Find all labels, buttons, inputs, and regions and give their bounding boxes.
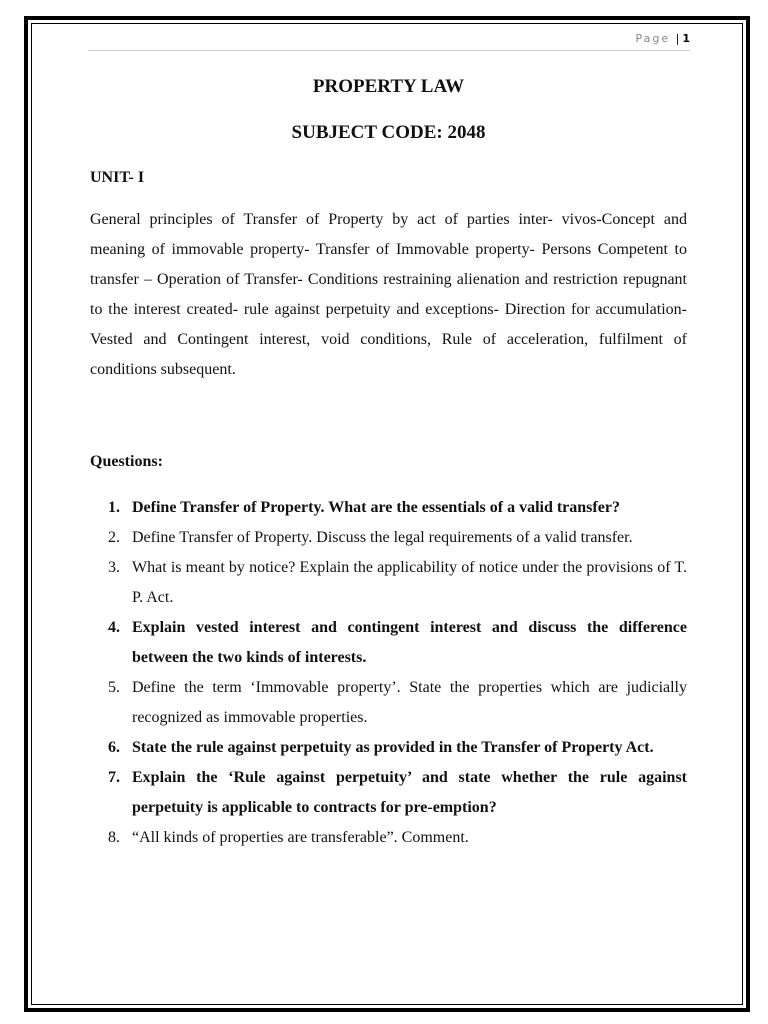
question-item (90, 613, 687, 673)
subject-code: SUBJECT CODE: 2048 (291, 122, 486, 143)
question-number: 4. (108, 619, 120, 636)
question-text: What is meant by notice? Explain the applicability of notice under the provisions of T. P. Act. (132, 559, 687, 606)
question-item (90, 553, 687, 613)
question-number: 6. (108, 739, 120, 756)
question-text: Explain vested interest and contingent interest and discuss the difference between the two kinds of interests. (132, 619, 687, 666)
question-number: 3. (108, 559, 120, 576)
document-body (90, 70, 687, 853)
document-title: PROPERTY LAW (312, 76, 465, 97)
questions-list (90, 493, 687, 853)
page-separator: | (675, 32, 680, 45)
question-number: 7. (108, 769, 120, 786)
page-header (88, 32, 690, 51)
question-item (90, 733, 687, 763)
unit-description: General principles of Transfer of Property by act of parties inter- vivos-Concept and meaning of immovable property- Transfer of Immovable property- Persons Competent to transfer – Operation of Transfer- Conditions restraining alienation and restriction repugnant to the interest created- rule against perpetuity and exceptions- Direction for accumulation- Vested and Contingent interest, void conditions, Rule of acceleration, fulfilment of conditions subsequent. (90, 211, 687, 378)
question-text: Define Transfer of Property. Discuss the legal requirements of a valid transfer. (132, 529, 633, 546)
question-item (90, 493, 687, 523)
question-text: Explain the ‘Rule against perpetuity’ and state whether the rule against perpetuity is applicable to contracts for pre-emption? (132, 769, 687, 816)
question-number: 1. (108, 499, 120, 516)
question-item (90, 523, 687, 553)
question-item (90, 823, 687, 853)
question-item (90, 763, 687, 823)
question-number: 2. (108, 529, 120, 546)
question-text: Define the term ‘Immovable property’. State the properties which are judicially recognized as immovable properties. (132, 679, 687, 726)
question-number: 8. (108, 829, 120, 846)
question-item (90, 673, 687, 733)
page-number: 1 (682, 32, 690, 45)
unit-heading: UNIT- I (90, 169, 145, 186)
question-text: Define Transfer of Property. What are the essentials of a valid transfer? (132, 499, 620, 516)
questions-heading: Questions: (90, 453, 163, 470)
question-number: 5. (108, 679, 120, 696)
page-label: Page (635, 32, 671, 45)
question-text: “All kinds of properties are transferable”. Comment. (132, 829, 469, 846)
question-text: State the rule against perpetuity as provided in the Transfer of Property Act. (132, 739, 654, 756)
